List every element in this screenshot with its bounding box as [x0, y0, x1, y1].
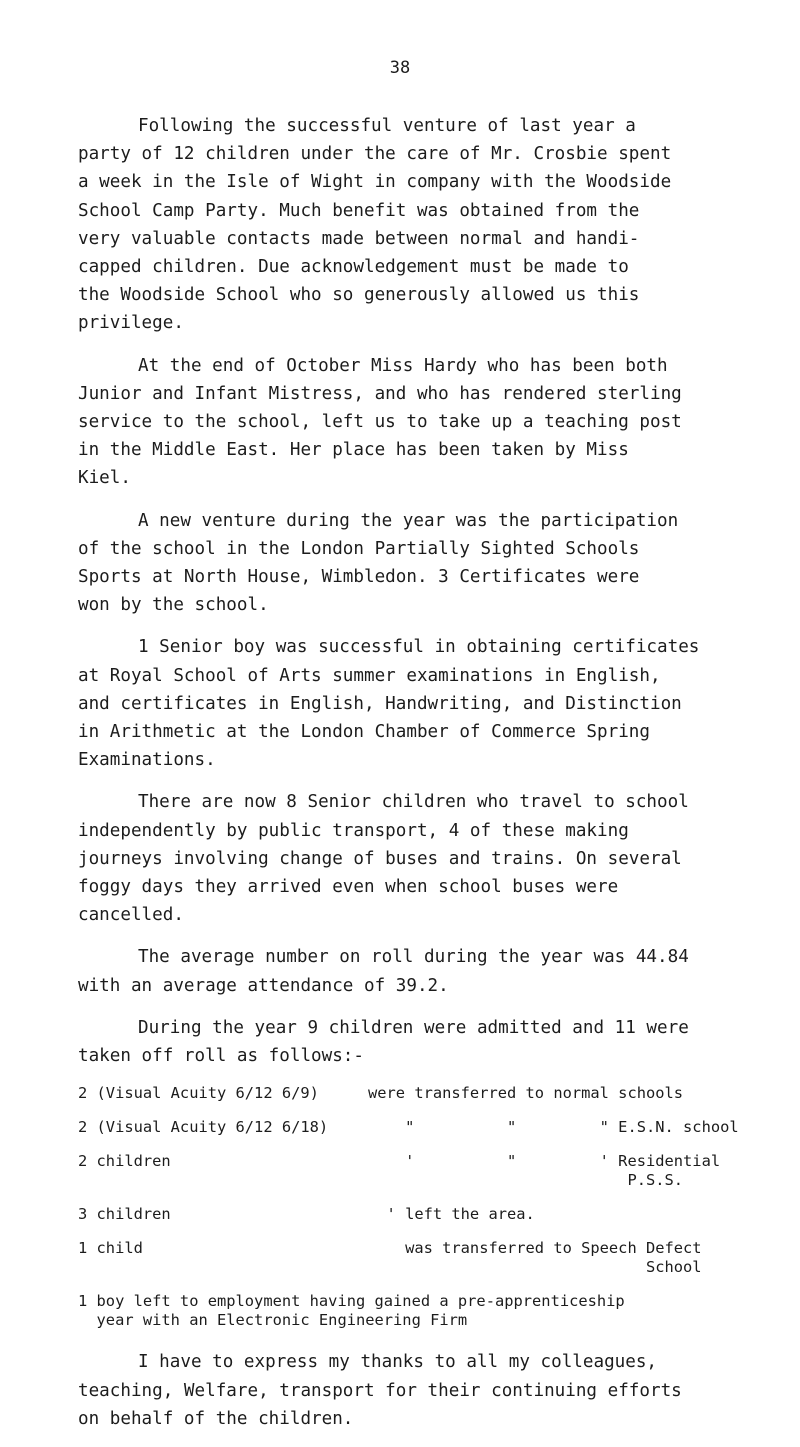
list-item: [78, 1205, 778, 1224]
list-item: [78, 1118, 778, 1137]
list-item-who: 3 children: [78, 1205, 171, 1224]
list-item-outcome: was transferred to Speech Defect School: [405, 1239, 702, 1277]
paragraph-admissions: During the year 9 children were admitted and 11 were taken off roll as follows:-: [78, 1017, 689, 1067]
list-item-outcome: " " " E.S.N. school: [368, 1118, 739, 1137]
list-item: [78, 1152, 778, 1190]
list-item: [78, 1239, 778, 1277]
paragraph-certificates: 1 Senior boy was successful in obtaining certificates at Royal School of Arts summer examinations in English, and certificates in English, Handwriting, and Distinction in Arithmetic at the London Chamber of Commerce Spring Examinations.: [78, 637, 700, 771]
paragraph-thanks: I have to express my thanks to all my colleagues, teaching, Welfare, transport for their continuing efforts on behalf of the children.: [78, 1352, 682, 1429]
paragraph-camp: Following the successful venture of last year a party of 12 children under the care of Mr. Crosbie spent a week in the Isle of Wight in company with the Woodside School Camp Party. Much benefit was obtained from the very valuable contacts made between normal and handi- capped children. Due acknowledgement must be made to the Woodside School who so generously allowed us this privilege.: [78, 116, 672, 334]
list-item: [78, 1084, 778, 1103]
list-item-outcome: were transferred to normal schools: [368, 1084, 684, 1103]
list-item-employment: 1 boy left to employment having gained a pre-apprenticeship year with an Electronic Engineering Firm: [78, 1292, 625, 1330]
leavers-list: [78, 1084, 778, 1330]
paragraph-transport: There are now 8 Senior children who travel to school independently by public transport, 4 of these making journeys involving change of buses and trains. On several foggy days they arrived even when school buses were cancelled.: [78, 792, 689, 926]
list-item-who: 1 child: [78, 1239, 143, 1258]
paragraph-staff: At the end of October Miss Hardy who has been both Junior and Infant Mistress, and who has rendered sterling service to the school, left us to take up a teaching post in the Middle East. Her place has been taken by Miss Kiel.: [78, 355, 682, 489]
paragraph-attendance: The average number on roll during the year was 44.84 with an average attendance of 39.2.: [78, 947, 689, 996]
list-item-outcome: ' left the area.: [368, 1205, 535, 1224]
paragraph-sports: A new venture during the year was the participation of the school in the London Partially Sighted Schools Sports at North House, Wimbledon. 3 Certificates were won by the school.: [78, 510, 679, 616]
list-item-outcome: ' " ' Residential P.S.S.: [405, 1152, 721, 1190]
list-item-who: 2 children: [78, 1152, 171, 1171]
page-body: [78, 112, 778, 1447]
page-number: 38: [389, 58, 411, 78]
list-item-who: 2 (Visual Acuity 6/12 6/9): [78, 1084, 319, 1103]
list-item-who: 2 (Visual Acuity 6/12 6/18): [78, 1118, 329, 1137]
